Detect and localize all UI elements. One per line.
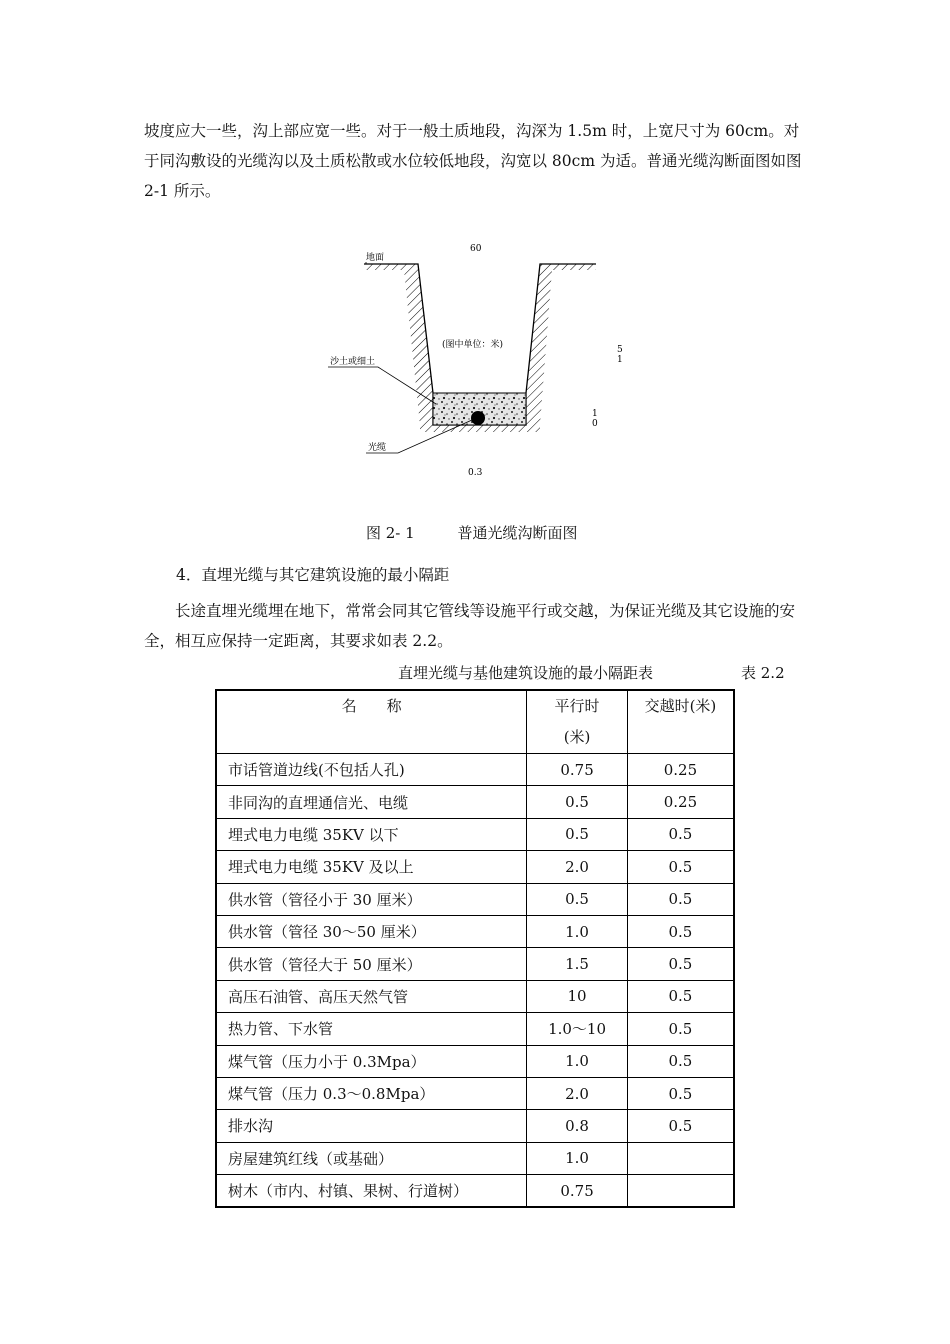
row-name: 供水管（管径 30～50 厘米）: [216, 915, 527, 947]
label-sand-depth-digit-1: 1: [592, 409, 598, 419]
label-ground: 地面: [366, 253, 385, 263]
row-name: 埋式电力电缆 35KV 以下: [216, 818, 527, 850]
table-row: [216, 948, 734, 980]
table-row: [216, 786, 734, 818]
label-sand: 沙土或细土: [330, 357, 376, 367]
label-top-width: 60: [470, 244, 482, 254]
label-sand-depth-digit-2: 0: [592, 419, 598, 429]
figure-caption-text: 普通光缆沟断面图: [457, 524, 578, 542]
label-depth-digit-1: 5: [617, 345, 623, 355]
trench-cross-section-figure: [0, 0, 950, 520]
table-row: [216, 1077, 734, 1109]
row-cross: 0.5: [627, 851, 734, 883]
row-parallel: 2.0: [527, 851, 628, 883]
row-name: 热力管、下水管: [216, 1013, 527, 1045]
row-parallel: 0.8: [527, 1110, 628, 1142]
header-name: 名 称: [216, 690, 527, 754]
row-parallel: 1.0: [527, 915, 628, 947]
row-name: 埋式电力电缆 35KV 及以上: [216, 851, 527, 883]
row-cross: 0.5: [627, 818, 734, 850]
row-name: 供水管（管径小于 30 厘米）: [216, 883, 527, 915]
row-cross: [627, 1175, 734, 1208]
row-parallel: 0.75: [527, 754, 628, 786]
row-name: 供水管（管径大于 50 厘米）: [216, 948, 527, 980]
row-cross: 0.5: [627, 1045, 734, 1077]
row-cross: 0.25: [627, 786, 734, 818]
row-parallel: 0.75: [527, 1175, 628, 1208]
label-depth-digit-2: 1: [617, 355, 623, 365]
row-cross: 0.25: [627, 754, 734, 786]
row-parallel: 1.0: [527, 1045, 628, 1077]
row-cross: 0.5: [627, 980, 734, 1012]
label-cable: 光缆: [368, 443, 387, 453]
row-name: 煤气管（压力 0.3～0.8Mpa）: [216, 1077, 527, 1109]
label-bottom-width: 0.3: [468, 468, 483, 478]
row-parallel: 10: [527, 980, 628, 1012]
row-name: 高压石油管、高压天然气管: [216, 980, 527, 1012]
table-number: 表 2.2: [741, 664, 785, 682]
table-row: [216, 980, 734, 1012]
row-name: 市话管道边线(不包括人孔): [216, 754, 527, 786]
table-header-row: [216, 690, 734, 754]
row-name: 非同沟的直埋通信光、电缆: [216, 786, 527, 818]
figure-caption: [366, 522, 578, 543]
table-row: [216, 1013, 734, 1045]
label-unit-note: (图中单位：米): [442, 340, 504, 350]
row-parallel: 1.5: [527, 948, 628, 980]
header-cross: 交越时(米): [627, 690, 734, 754]
header-parallel-line-2: (米): [563, 728, 591, 746]
table-row: [216, 851, 734, 883]
table-title: 直埋光缆与基他建筑设施的最小隔距表: [398, 664, 654, 682]
body-paragraph: 长途直埋光缆埋在地下，常常会同其它管线等设施平行或交越，为保证光缆及其它设施的安全，相互应保持一定距离，其要求如表 2.2。: [144, 602, 796, 650]
row-name: 排水沟: [216, 1110, 527, 1142]
row-cross: 0.5: [627, 1110, 734, 1142]
row-name: 房屋建筑红线（或基础）: [216, 1142, 527, 1174]
row-cross: 0.5: [627, 1077, 734, 1109]
row-parallel: 2.0: [527, 1077, 628, 1109]
row-cross: 0.5: [627, 948, 734, 980]
table-row: [216, 754, 734, 786]
table-row: [216, 915, 734, 947]
row-parallel: 1.0: [527, 1142, 628, 1174]
header-parallel: [527, 690, 628, 754]
intro-paragraph: 坡度应大一些，沟上部应宽一些。对于一般土质地段，沟深为 1.5m 时，上宽尺寸为 60cm。对于同沟敷设的光缆沟以及土质松散或水位较低地段，沟宽以 80cm 为适。普通光缆沟断面图如图 2-1 所示。: [144, 122, 802, 200]
row-parallel: 0.5: [527, 818, 628, 850]
section-heading: 4．直埋光缆与其它建筑设施的最小隔距: [176, 566, 450, 584]
row-cross: 0.5: [627, 883, 734, 915]
row-name: 树木（市内、村镇、果树、行道树）: [216, 1175, 527, 1208]
table-row: [216, 1142, 734, 1174]
row-parallel: 0.5: [527, 786, 628, 818]
distance-table: [215, 689, 735, 1208]
figure-caption-number: 图 2- 1: [366, 524, 415, 542]
row-cross: 0.5: [627, 1013, 734, 1045]
table-row: [216, 1045, 734, 1077]
row-name: 煤气管（压力小于 0.3Mpa）: [216, 1045, 527, 1077]
header-parallel-line-1: 平行时: [554, 697, 600, 715]
row-cross: 0.5: [627, 915, 734, 947]
row-parallel: 0.5: [527, 883, 628, 915]
row-cross: [627, 1142, 734, 1174]
table-row: [216, 1175, 734, 1208]
row-parallel: 1.0～10: [527, 1013, 628, 1045]
table-row: [216, 883, 734, 915]
table-row: [216, 818, 734, 850]
cable-icon: [471, 411, 485, 425]
table-row: [216, 1110, 734, 1142]
